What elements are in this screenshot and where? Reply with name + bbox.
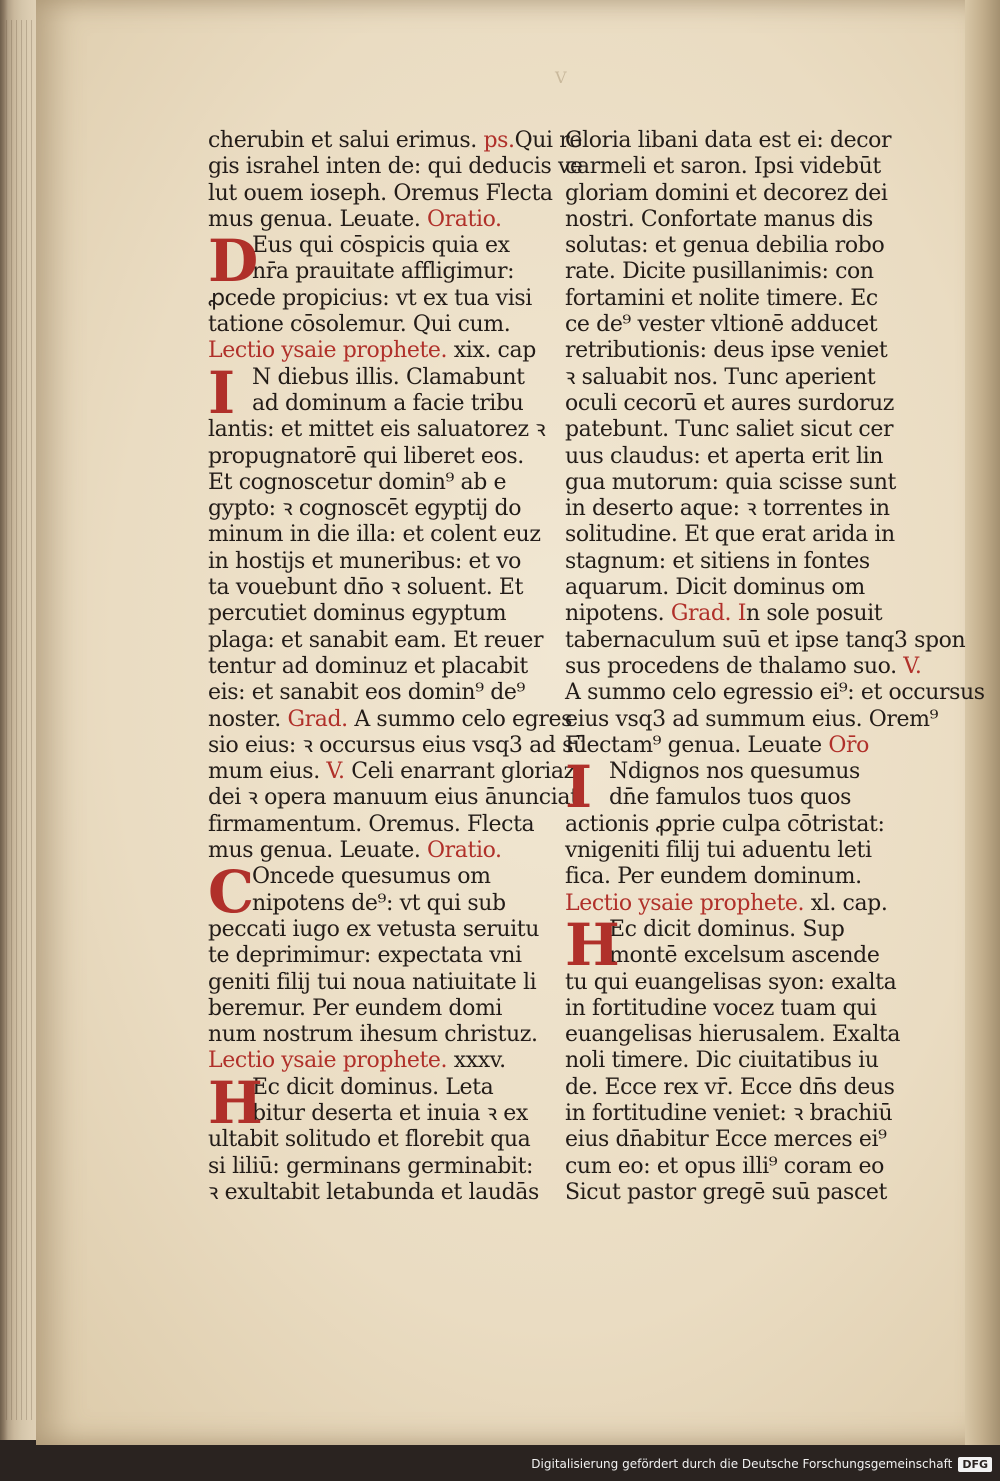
body-text: aquarum. Dicit dominus om xyxy=(565,575,865,601)
body-text: Qui re xyxy=(514,128,582,153)
body-text: beremur. Per eundem domi xyxy=(208,995,503,1021)
text-line: Eus qui cōspicis quia ex xyxy=(252,233,510,259)
rubric-text: ps. xyxy=(483,128,515,153)
text-line xyxy=(208,417,548,443)
body-text: ꝛ exultabit letabunda et laudās xyxy=(208,1179,539,1205)
body-text: Celi enarrant gloriaz xyxy=(344,759,575,785)
text-line xyxy=(208,128,582,154)
text-line: Ndignos nos quesumus xyxy=(609,759,860,785)
text-line xyxy=(565,128,895,154)
page-gutter xyxy=(965,0,1000,1445)
text-line xyxy=(565,417,895,443)
page-edge-lines xyxy=(6,20,36,1420)
text-line xyxy=(565,1127,895,1153)
body-text: ta vouebunt dn̄o ꝛ soluent. Et xyxy=(208,575,524,601)
text-line xyxy=(208,732,587,759)
decorated-initial: I xyxy=(565,753,592,822)
body-text: dei ꝛ opera manuum eius ānunciat xyxy=(208,785,579,811)
text-line xyxy=(565,1048,895,1074)
text-line: nr̄a prauitate affligimur: xyxy=(252,259,515,285)
text-line xyxy=(565,365,895,391)
body-text: oculi cecorū et aures surdoruz xyxy=(565,390,894,416)
text-line: nipotens de⁹: vt qui sub xyxy=(252,890,506,916)
body-text: ce de⁹ vester vltionē adducet xyxy=(565,312,878,338)
text-line xyxy=(565,233,895,259)
text-line xyxy=(565,181,895,207)
body-text: n sole posuit xyxy=(746,601,883,627)
text-line xyxy=(208,943,548,969)
text-line xyxy=(208,207,548,233)
body-text: xl. cap. xyxy=(804,890,888,916)
rubric-text: Lectio ysaie prophete. xyxy=(208,1048,448,1074)
rubric-text: Or̄o xyxy=(828,732,869,758)
body-text: stagnum: et sitiens in fontes xyxy=(565,548,870,574)
body-text: Et cognoscetur domin⁹ ab e xyxy=(208,469,507,495)
body-text: tu qui euangelisas syon: exalta xyxy=(565,969,897,995)
body-text: vnigeniti filij tui aduentu leti xyxy=(565,838,872,864)
body-text: peccati iugo ex vetusta seruitu xyxy=(208,916,540,942)
body-text: ꝛ saluabit nos. Tunc aperient xyxy=(565,364,876,390)
text-line xyxy=(208,575,548,601)
text-line xyxy=(208,759,575,785)
body-text: A summo celo egressio ei⁹: et occursus xyxy=(565,680,985,706)
text-line xyxy=(208,549,548,575)
text-line xyxy=(565,522,895,548)
footer-credit xyxy=(531,1453,992,1475)
body-text: in hostijs et muneribus: et vo xyxy=(208,548,521,574)
text-line xyxy=(565,391,895,417)
text-line xyxy=(208,286,548,312)
footer-text: Digitalisierung gefördert durch die Deutsche Forschungsgemeinschaft xyxy=(531,1457,953,1471)
body-text: solitudine. Et que erat arida in xyxy=(565,522,895,548)
text-line xyxy=(565,575,895,601)
text-line xyxy=(208,496,548,522)
body-text: lantis: et mittet eis saluatorez ꝛ xyxy=(208,417,546,443)
body-text: firmamentum. Oremus. Flecta xyxy=(208,811,535,837)
body-text: actionis ꝓprie culpa cōtristat: xyxy=(565,811,885,837)
initial-block xyxy=(208,358,548,427)
body-text: gloriam domini et decorez dei xyxy=(565,180,888,206)
body-text: carmeli et saron. Ipsi videbūt xyxy=(565,154,881,180)
text-line xyxy=(565,444,895,470)
text-line xyxy=(208,706,572,733)
rubric-text: Oratio. xyxy=(427,206,502,232)
text-line xyxy=(565,996,895,1022)
text-line xyxy=(565,312,895,338)
text-line: ad dominum a facie tribu xyxy=(252,390,524,416)
text-line xyxy=(565,653,922,680)
body-text: tabernaculum suū et ipse tanq3 spon xyxy=(565,627,966,653)
text-line xyxy=(208,1154,548,1180)
signature-mark: V xyxy=(555,68,567,87)
decorated-initial: C xyxy=(208,858,254,927)
body-text: fortamini et nolite timere. Ec xyxy=(565,285,878,311)
right-text-column xyxy=(565,128,985,1206)
text-line xyxy=(208,628,548,654)
body-text: Gloria libani data est ei: decor xyxy=(565,128,892,153)
text-line xyxy=(565,259,895,285)
body-text: eius dn̄abitur Ecce merces ei⁹ xyxy=(565,1127,887,1153)
body-text: mus genua. Leuate. xyxy=(208,206,428,232)
body-text: tatione cōsolemur. Qui cum. xyxy=(208,312,511,338)
text-line xyxy=(208,812,548,838)
text-line xyxy=(208,970,548,996)
text-line xyxy=(565,338,895,364)
body-text: num nostrum ihesum christuz. xyxy=(208,1022,538,1048)
body-text: te deprimimur: expectata vni xyxy=(208,943,522,969)
rubric-text: V. xyxy=(903,653,922,679)
body-text: rate. Dicite pusillanimis: con xyxy=(565,259,874,285)
text-line xyxy=(208,996,548,1022)
decorated-initial: D xyxy=(208,227,258,296)
decorated-initial: I xyxy=(208,358,235,427)
body-text: si liliū: germinans germinabit: xyxy=(208,1153,534,1179)
body-text: patebunt. Tunc saliet sicut cer xyxy=(565,417,894,443)
text-line xyxy=(565,812,895,838)
body-text: cherubin et salui erimus. xyxy=(208,128,484,153)
text-line xyxy=(565,496,895,522)
body-text: propugnatorē qui liberet eos. xyxy=(208,443,524,469)
body-text: ultabit solitudo et florebit qua xyxy=(208,1127,531,1153)
body-text: in fortitudine vocez tuam qui xyxy=(565,995,877,1021)
body-text: fica. Per eundem dominum. xyxy=(565,864,862,890)
text-line xyxy=(565,864,895,890)
body-text: gis israhel inten de: qui deducis ve xyxy=(208,154,583,180)
body-text: percutiet dominus egyptum xyxy=(208,601,507,627)
rubric-text: Lectio ysaie prophete. xyxy=(208,338,448,364)
rubric-text: Grad. xyxy=(287,706,348,732)
body-text: gua mutorum: quia scisse sunt xyxy=(565,469,896,495)
text-line xyxy=(208,180,553,207)
body-text: euangelisas hierusalem. Exalta xyxy=(565,1022,901,1048)
body-text: de. Ecce rex vr̄. Ecce dn̄s deus xyxy=(565,1074,895,1100)
rubric-text: Grad. I xyxy=(670,601,747,627)
body-text: geniti filij tui noua natiuitate li xyxy=(208,969,537,995)
body-text: xix. cap xyxy=(447,338,536,364)
decorated-initial: H xyxy=(565,910,620,979)
left-text-column xyxy=(208,128,587,1206)
text-line xyxy=(208,785,579,811)
text-line: montē excelsum ascende xyxy=(609,943,880,969)
text-line xyxy=(565,706,939,733)
text-line: dn̄e famulos tuos quos xyxy=(609,785,852,811)
text-line xyxy=(565,470,895,496)
body-text: sio eius: ꝛ occursus eius vsq3 ad sū xyxy=(208,732,587,758)
text-line xyxy=(208,154,583,180)
text-line xyxy=(565,207,895,233)
body-text: tentur ad dominuz et placabit xyxy=(208,653,528,679)
text-line: Oncede quesumus om xyxy=(252,864,491,890)
body-text: ꝓcede propicius: vt ex tua visi xyxy=(208,285,532,311)
text-line xyxy=(208,917,548,943)
body-text: mus genua. Leuate. xyxy=(208,838,428,864)
text-line xyxy=(565,1180,895,1206)
initial-block xyxy=(565,753,895,822)
initial-block xyxy=(208,1068,548,1137)
text-line: bitur deserta et inuia ꝛ ex xyxy=(252,1100,528,1126)
text-line xyxy=(565,1022,901,1048)
text-line xyxy=(565,627,966,654)
body-text: lut ouem ioseph. Oremus Flecta xyxy=(208,180,553,206)
text-line xyxy=(565,733,895,759)
body-text: plaga: et sanabit eam. Et reuer xyxy=(208,627,544,653)
text-line xyxy=(208,522,548,548)
body-text: mum eius. xyxy=(208,759,327,785)
initial-block xyxy=(208,227,548,296)
body-text: sus procedens de thalamo suo. xyxy=(565,653,904,679)
body-text: Flectam⁹ genua. Leuate xyxy=(565,732,829,758)
text-line xyxy=(565,286,895,312)
text-line xyxy=(208,654,548,680)
body-text: uus claudus: et aperta erit lin xyxy=(565,443,883,469)
rubric-text: Lectio ysaie prophete. xyxy=(565,890,805,916)
body-text: noster. xyxy=(208,706,288,732)
text-line: Ec dicit dominus. Leta xyxy=(252,1074,494,1100)
text-line xyxy=(208,838,548,864)
text-line xyxy=(565,1101,895,1127)
text-line xyxy=(208,680,548,706)
body-text: in fortitudine veniet: ꝛ brachiū xyxy=(565,1100,893,1126)
text-line xyxy=(565,680,985,706)
page-stack-edges xyxy=(0,0,40,1440)
body-text: nostri. Confortate manus dis xyxy=(565,206,873,232)
text-line xyxy=(565,549,895,575)
rubric-text: Oratio. xyxy=(427,838,502,864)
body-text: eis: et sanabit eos domin⁹ de⁹ xyxy=(208,680,525,706)
body-text: retributionis: deus ipse veniet xyxy=(565,338,888,364)
text-line: N diebus illis. Clamabunt xyxy=(252,364,525,390)
text-line xyxy=(565,1154,895,1180)
body-text: noli timere. Dic ciuitatibus iu xyxy=(565,1048,879,1074)
text-line xyxy=(208,1022,548,1048)
body-text: A summo celo egres xyxy=(347,706,572,732)
text-line xyxy=(208,1180,548,1206)
body-text: Sicut pastor gregē suū pascet xyxy=(565,1179,887,1205)
text-line xyxy=(208,470,548,496)
text-line xyxy=(565,601,895,627)
text-line xyxy=(565,838,895,864)
body-text: xxxv. xyxy=(447,1048,506,1074)
dfg-logo: DFG xyxy=(958,1457,992,1472)
body-text: eius vsq3 ad summum eius. Orem⁹ xyxy=(565,706,939,732)
text-line xyxy=(565,154,895,180)
text-line xyxy=(208,601,548,627)
initial-block xyxy=(565,910,895,979)
rubric-text: V. xyxy=(326,759,345,785)
body-text: gypto: ꝛ cognoscēt egyptij do xyxy=(208,496,522,522)
body-text: in deserto aque: ꝛ torrentes in xyxy=(565,496,890,522)
decorated-initial: H xyxy=(208,1068,263,1137)
text-line xyxy=(208,444,548,470)
body-text: nipotens. xyxy=(565,601,671,627)
body-text: solutas: et genua debilia robo xyxy=(565,233,885,259)
body-text: minum in die illa: et colent euz xyxy=(208,522,541,548)
text-line xyxy=(208,338,548,364)
body-text: cum eo: et opus illi⁹ coram eo xyxy=(565,1153,884,1179)
text-line xyxy=(208,312,548,338)
text-line: Ec dicit dominus. Sup xyxy=(609,916,845,942)
text-line xyxy=(565,1075,895,1101)
initial-block xyxy=(208,858,548,927)
